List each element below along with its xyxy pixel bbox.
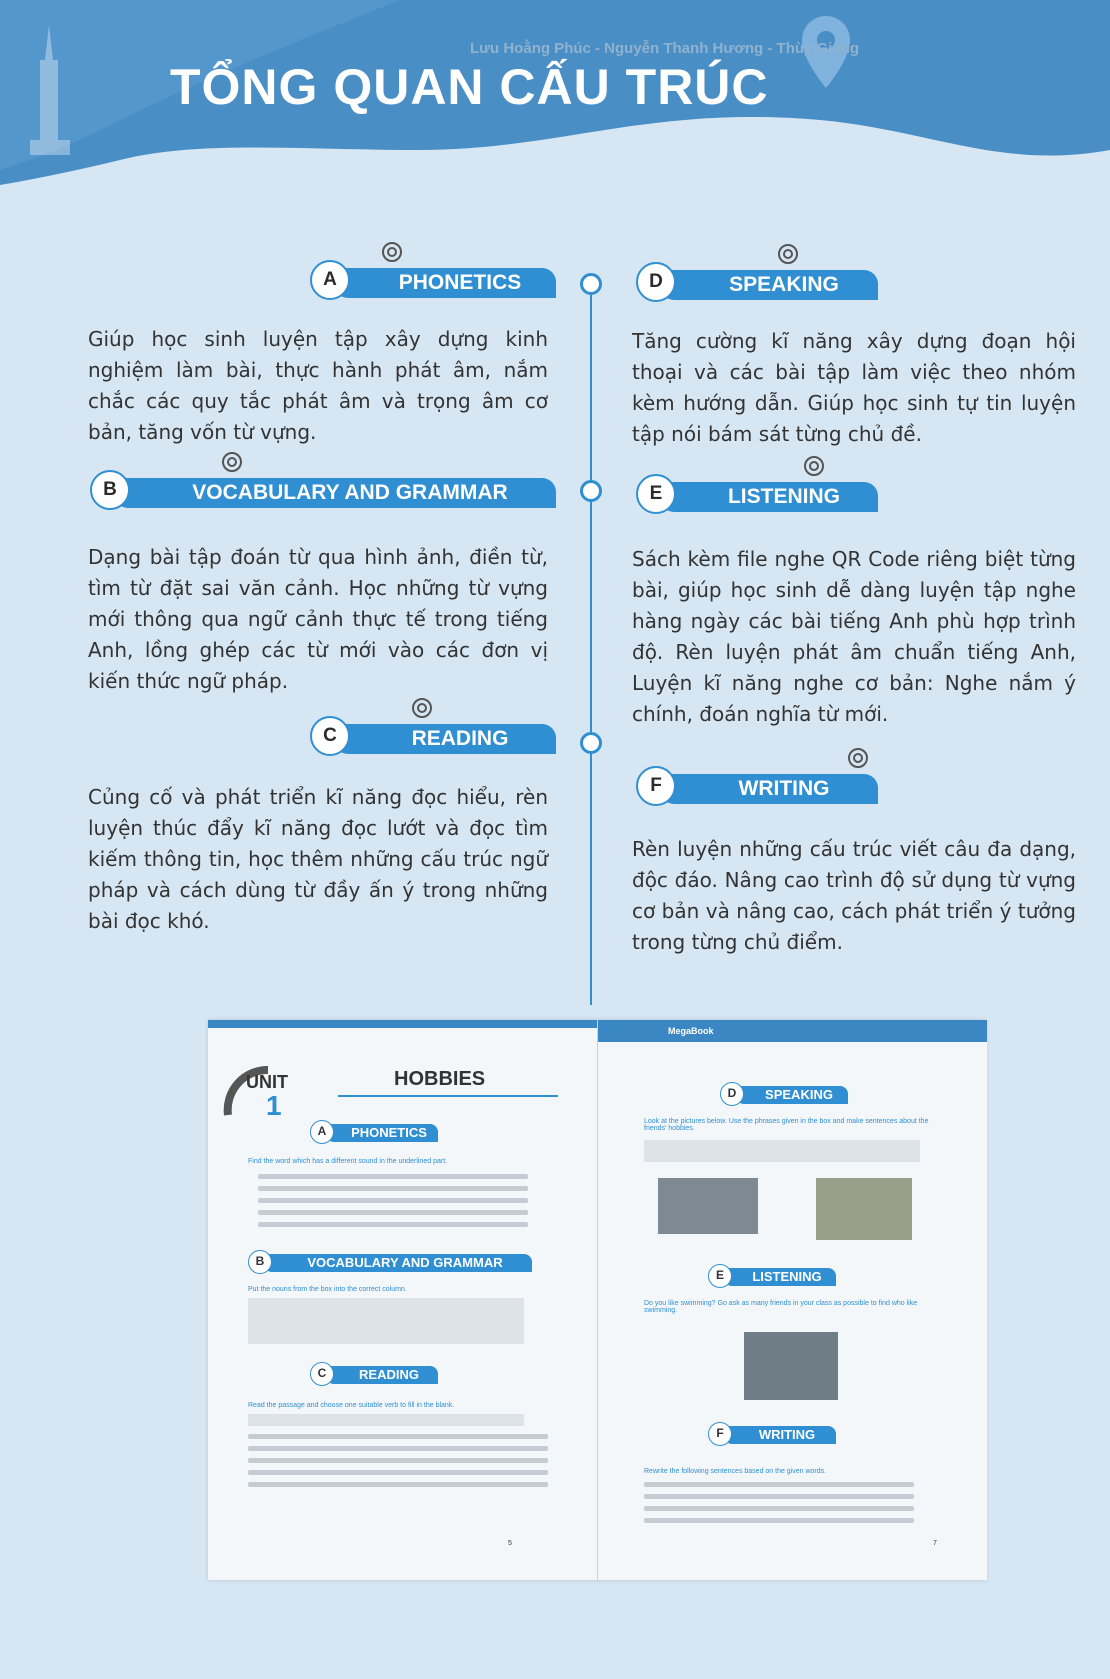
snail-icon bbox=[776, 242, 800, 266]
page-title: TỔNG QUAN CẤU TRÚC bbox=[170, 59, 769, 115]
page-top-bar bbox=[598, 1020, 987, 1042]
mini-tag-title: READING bbox=[326, 1366, 438, 1384]
exercise-instruction: Read the passage and choose one suitable verb to fill in the blank. bbox=[248, 1402, 455, 1409]
mini-tag-title: WRITING bbox=[724, 1426, 836, 1444]
snail-icon bbox=[802, 454, 826, 478]
section-title: READING bbox=[334, 724, 556, 754]
section-title: SPEAKING bbox=[660, 270, 878, 300]
section-description: Rèn luyện những cấu trúc viết câu đa dạng, độc đáo. Nâng cao trình độ sử dụng từ vựng cơ bản và nâng cao, cách phát triển ý tưởng trong từng chủ điểm. bbox=[632, 837, 1076, 954]
snail-icon bbox=[846, 746, 870, 770]
exercise-instruction: Rewrite the following sentences based on the given words. bbox=[644, 1468, 827, 1475]
mini-tag-letter: B bbox=[248, 1250, 272, 1274]
brand-label: MegaBook bbox=[668, 1026, 714, 1036]
section-e-tag bbox=[626, 476, 878, 516]
mini-tag bbox=[308, 1362, 438, 1386]
fishing-photo bbox=[816, 1178, 912, 1240]
mini-tag-title: LISTENING bbox=[724, 1268, 836, 1286]
mini-tag-title: SPEAKING bbox=[736, 1086, 848, 1104]
section-f-body bbox=[632, 822, 1076, 958]
section-letter: E bbox=[636, 474, 676, 514]
mini-tag bbox=[706, 1264, 836, 1288]
mini-tag-letter: E bbox=[708, 1264, 732, 1288]
section-letter: F bbox=[636, 766, 676, 806]
dancers-photo bbox=[658, 1178, 758, 1234]
mini-tag bbox=[718, 1082, 848, 1106]
section-letter: A bbox=[310, 260, 350, 300]
section-tag bbox=[300, 718, 556, 758]
section-b-body bbox=[88, 530, 548, 697]
unit-label: UNIT bbox=[246, 1072, 288, 1092]
mini-tag-letter: A bbox=[310, 1120, 334, 1144]
section-b-tag bbox=[80, 472, 556, 512]
section-e-body bbox=[632, 532, 1076, 730]
section-letter: C bbox=[310, 716, 350, 756]
section-c-body bbox=[88, 770, 548, 937]
section-description: Giúp học sinh luyện tập xây dựng kinh nghiệm làm bài, thực hành phát âm, nắm chắc các quy tắc phát âm và trọng âm cơ bản, tăng vốn từ vựng. bbox=[88, 327, 548, 444]
section-d-tag bbox=[626, 264, 878, 304]
word-box bbox=[248, 1298, 524, 1344]
snail-icon bbox=[380, 240, 404, 264]
preview-page-right bbox=[597, 1020, 987, 1580]
section-tag bbox=[626, 264, 878, 304]
section-a-body bbox=[88, 312, 548, 448]
exercise-instruction: Find the word which has a different sound in the underlined part. bbox=[248, 1158, 448, 1165]
swimming-photo bbox=[744, 1332, 838, 1400]
timeline-line bbox=[590, 275, 592, 1005]
section-c-tag bbox=[300, 718, 556, 758]
exercise-lines bbox=[258, 1174, 528, 1234]
exercise-instruction: Put the nouns from the box into the correct column. bbox=[248, 1286, 407, 1293]
section-description: Củng cố và phát triển kĩ năng đọc hiểu, rèn luyện thúc đẩy kĩ năng đọc lướt và đọc tìm kiếm thông tin, học thêm những cấu trúc ngữ pháp và cách dùng từ đầy ấn ý trong những bài đọc khó. bbox=[88, 785, 548, 933]
writing-lines bbox=[644, 1482, 914, 1530]
timeline-node bbox=[580, 273, 602, 295]
section-title: LISTENING bbox=[660, 482, 878, 512]
section-d-body bbox=[632, 314, 1076, 450]
timeline-node bbox=[580, 480, 602, 502]
section-a-tag bbox=[300, 262, 556, 302]
mini-tag-title: PHONETICS bbox=[326, 1124, 438, 1142]
mini-tag-letter: D bbox=[720, 1082, 744, 1106]
section-tag bbox=[626, 476, 878, 516]
mini-tag bbox=[706, 1422, 836, 1446]
section-description: Dạng bài tập đoán từ qua hình ảnh, điền từ, tìm từ đặt sai văn cảnh. Học những từ vựng mới thông qua ngữ cảnh thực tế trong tiếng Anh, lồng ghép các từ mới vào các đơn vị kiến thức ngữ pháp. bbox=[88, 545, 548, 693]
passage-lines bbox=[248, 1434, 548, 1494]
page-top-bar bbox=[208, 1020, 597, 1028]
page-number: 5 bbox=[508, 1540, 512, 1547]
section-title: PHONETICS bbox=[334, 268, 556, 298]
exercise-instruction: Look at the pictures below. Use the phrases given in the box and make sentences about the friends' hobbies. bbox=[644, 1118, 929, 1132]
book-preview bbox=[208, 1020, 986, 1580]
unit-number: 1 bbox=[266, 1090, 282, 1121]
section-letter: B bbox=[90, 470, 130, 510]
mini-tag-letter: F bbox=[708, 1422, 732, 1446]
section-f-tag bbox=[626, 768, 878, 808]
snail-icon bbox=[220, 450, 244, 474]
section-tag bbox=[300, 262, 556, 302]
unit-title: HOBBIES bbox=[394, 1068, 486, 1090]
section-description: Sách kèm file nghe QR Code riêng biệt từng bài, giúp học sinh dễ dàng luyện tập nghe hàng ngày các bài tiếng Anh phù hợp trình độ. Rèn luyện phát âm chuẩn tiếng Anh, Luyện kĩ năng nghe cơ bản: Nghe nắm ý chính, đoán nghĩa từ mới. bbox=[632, 547, 1076, 726]
mini-tag-title: VOCABULARY AND GRAMMAR bbox=[264, 1254, 532, 1272]
mini-tag-letter: C bbox=[310, 1362, 334, 1386]
section-description: Tăng cường kĩ năng xây dựng đoạn hội thoại và các bài tập làm việc theo nhóm kèm hướng dẫn. Giúp học sinh tự tin luyện tập nói bám sát từng chủ đề. bbox=[632, 329, 1076, 446]
section-tag bbox=[80, 472, 556, 512]
section-title: VOCABULARY AND GRAMMAR bbox=[114, 478, 556, 508]
snail-icon bbox=[410, 696, 434, 720]
header-banner bbox=[0, 0, 1110, 200]
author-credit: Lưu Hoằng Phúc - Nguyễn Thanh Hương - Thùy Giang bbox=[470, 40, 860, 57]
section-letter: D bbox=[636, 262, 676, 302]
section-tag bbox=[626, 768, 878, 808]
phrase-box bbox=[644, 1140, 920, 1162]
title-underline bbox=[338, 1095, 558, 1097]
preview-page-left bbox=[208, 1020, 597, 1580]
exercise-instruction: Do you like swimming? Go ask as many friends in your class as possible to find who like swimming. bbox=[644, 1300, 918, 1314]
timeline-node bbox=[580, 732, 602, 754]
verb-box bbox=[248, 1414, 524, 1426]
section-title: WRITING bbox=[660, 774, 878, 804]
page-number: 7 bbox=[933, 1540, 937, 1547]
mini-tag bbox=[246, 1250, 532, 1274]
mini-tag bbox=[308, 1120, 438, 1144]
